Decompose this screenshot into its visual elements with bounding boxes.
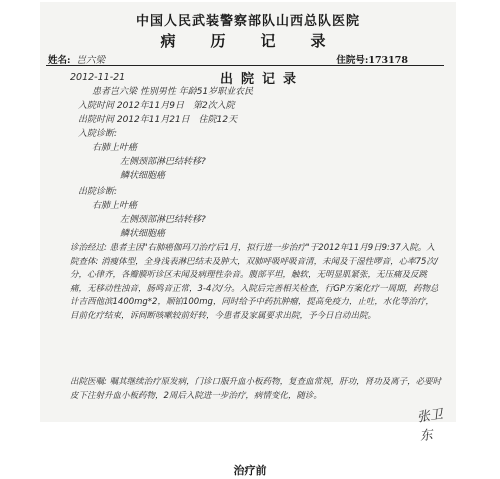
section-title: 出院记录 (220, 72, 305, 87)
record-type-title: 病 历 记 录 (160, 32, 336, 50)
pid-label: 住院号: (336, 55, 369, 66)
admit-diagnosis-item: 左侧颈部淋巴结转移? (120, 157, 206, 167)
patient-name: 岂六梁 (76, 55, 106, 66)
info-line: 患者岂六梁 性别男性 年龄51岁职业农民 (92, 87, 254, 97)
admit-diagnosis-label: 入院诊断: (78, 129, 118, 139)
discharge-advice: 出院医嘱: 嘱其继续治疗原发病，门诊口服升血小板药物，复查血常规，肝功，肾功及离子，必要时皮下注射升血小板药物，2周后入院进一步治疗，病情变化，随诊。 (70, 377, 442, 401)
hospital-name: 中国人民武装警察部队山西总队医院 (135, 14, 360, 29)
pid-value: 173178 (368, 55, 408, 66)
admit-diagnosis-item: 右肺上叶癌 (92, 143, 138, 153)
medical-record-sheet (40, 2, 456, 445)
discharge-diagnosis-item: 左侧颈部淋巴结转移? (120, 215, 206, 225)
patient-name-row (48, 52, 105, 66)
record-date: 2012-11-21 (70, 72, 126, 83)
info-line: 出院时间 2012年11月21日 住院12天 (78, 115, 238, 125)
discharge-diagnosis-label: 出院诊断: (78, 187, 118, 197)
treatment-course: 诊治经过: 患者主因"右肺癌伽玛刀治疗后1月，拟行进一步治疗"于2012年11月9日9:37入院。入院查体: 消瘦体型，全身浅表淋巴结未及肿大，双肺呼吸呼吸音清，未闻及干湿性啰音，心率75次/分，心律齐，各瓣膜听诊区未闻及病理性杂音。腹部平坦，触软，无明显肌紧张，无压痛及反跳痛，无移动性浊音，肠鸣音正常，3-4次/分。入院后完善相关检查，行GP方案化疗一周期，药物总计吉西他滨1400mg*2，顺铂100mg，同时给予中药抗肿瘤，提高免疫力，止吐，水化等治疗，目前化疗结束，诉间断咳嗽较前好转，今患者及家属要求出院，予今日自动出院。 (70, 243, 439, 321)
discharge-diagnosis-item: 鳞状细胞癌 (120, 229, 166, 239)
admit-diagnosis-item: 鳞状细胞癌 (120, 171, 166, 181)
discharge-diagnosis-item: 右肺上叶癌 (92, 201, 138, 211)
name-label: 姓名: (48, 55, 71, 66)
header-divider (46, 65, 444, 66)
info-line: 入院时间 2012年11月9日 第2次入院 (78, 101, 235, 111)
image-caption: 治疗前 (233, 464, 267, 477)
hospital-id-row (336, 52, 408, 66)
doctor-signature: 张卫东 (416, 407, 444, 445)
